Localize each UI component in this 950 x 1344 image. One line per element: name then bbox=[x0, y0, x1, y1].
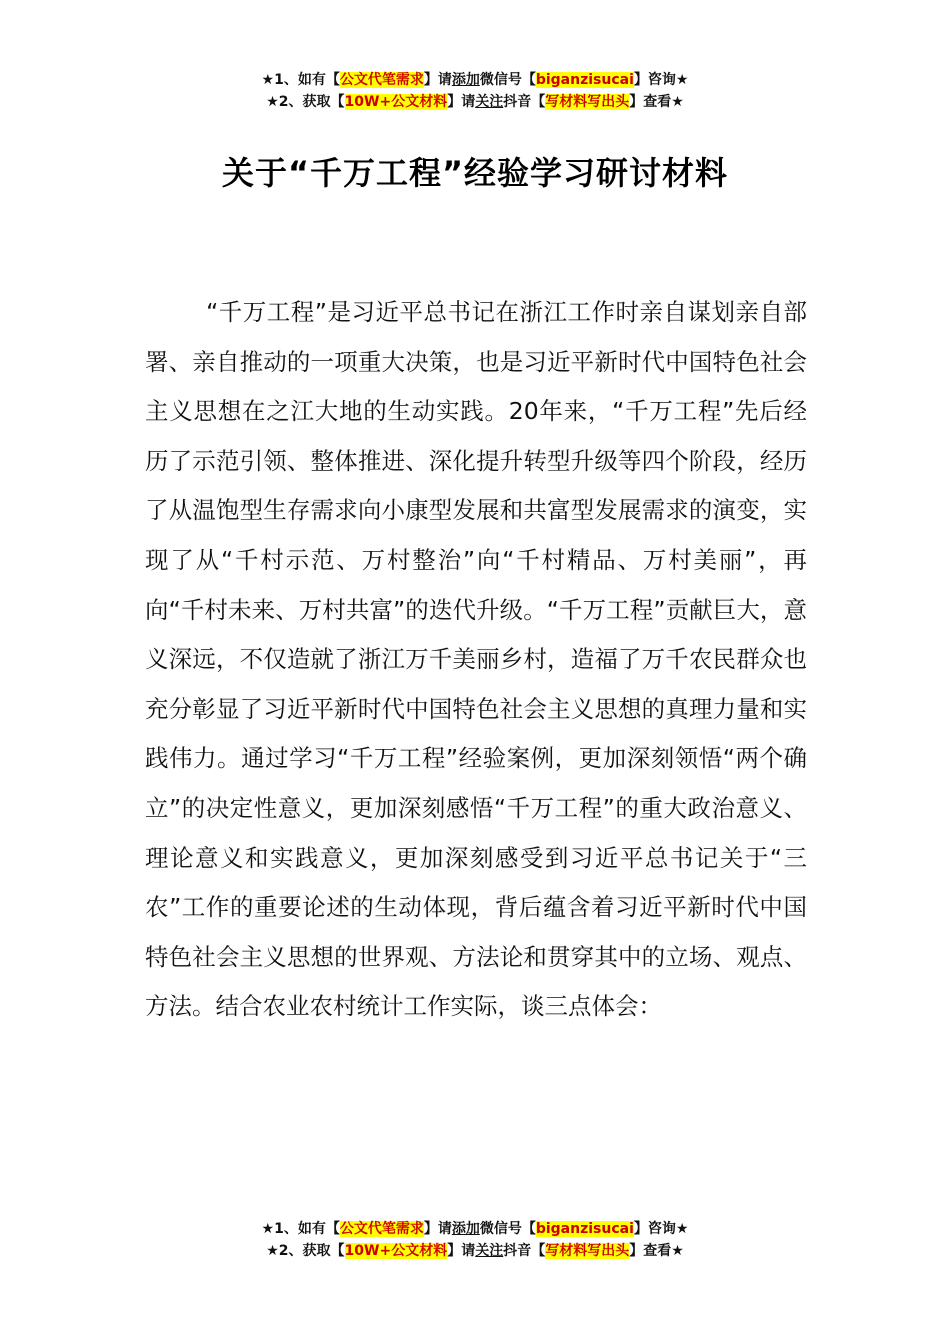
banner-text: 】查看 bbox=[629, 1243, 672, 1259]
banner-text: 微信号【 bbox=[479, 72, 536, 88]
highlight-service: 公文代笔需求 bbox=[339, 72, 424, 88]
banner-text: 】咨询 bbox=[633, 72, 676, 88]
star-icon: ★ bbox=[266, 94, 279, 110]
star-icon: ★ bbox=[671, 1243, 684, 1259]
highlight-service: 公文代笔需求 bbox=[339, 1221, 424, 1237]
banner-text: 1、如有【 bbox=[274, 1221, 340, 1237]
star-icon: ★ bbox=[675, 1221, 689, 1237]
star-icon: ★ bbox=[671, 94, 684, 110]
banner-text: 】请 bbox=[447, 94, 476, 110]
wechat-id: biganzisucai bbox=[535, 1221, 634, 1237]
banner-text: 抖音【 bbox=[503, 94, 546, 110]
douyin-account: 写材料写出头 bbox=[545, 94, 630, 110]
banner-line-douyin bbox=[0, 1240, 950, 1262]
banner-line-wechat bbox=[0, 69, 950, 91]
banner-text: 1、如有【 bbox=[274, 72, 340, 88]
document-title: 关于“千万工程”经验学习研讨材料 bbox=[221, 154, 729, 192]
star-icon: ★ bbox=[266, 1243, 279, 1259]
banner-text: 】请 bbox=[423, 72, 452, 88]
banner-text: 2、获取【 bbox=[278, 94, 345, 110]
banner-text: 】查看 bbox=[629, 94, 672, 110]
highlight-materials: 10W+公文材料 bbox=[344, 94, 448, 110]
banner-emphasis: 关注 bbox=[475, 1243, 504, 1259]
banner-emphasis: 关注 bbox=[475, 94, 504, 110]
star-icon: ★ bbox=[261, 1221, 275, 1237]
highlight-materials: 10W+公文材料 bbox=[344, 1243, 448, 1259]
footer-banner bbox=[0, 1218, 950, 1262]
banner-text: 】请 bbox=[447, 1243, 476, 1259]
banner-line-douyin bbox=[0, 91, 950, 113]
star-icon: ★ bbox=[261, 72, 275, 88]
banner-line-wechat bbox=[0, 1218, 950, 1240]
body-paragraph: “千万工程”是习近平总书记在浙江工作时亲自谋划亲自部署、亲自推动的一项重大决策，也是习近平新时代中国特色社会主义思想在之江大地的生动实践。20年来，“千万工程”先后经历了示范引领、整体推进、深化提升转型升级等四个阶段，经历了从温饱型生存需求向小康型发展和共富型发展需求的演变，实现了从“千村示范、万村整治”向“千村精品、万村美丽”，再向“千村未来、万村共富”的迭代升级。“千万工程”贡献巨大，意义深远，不仅造就了浙江万千美丽乡村，造福了万千农民群众也充分彰显了习近平新时代中国特色社会主义思想的真理力量和实践伟力。通过学习“千万工程”经验案例，更加深刻领悟“两个确立”的决定性意义，更加深刻感悟“千万工程”的重大政治意义、理论意义和实践意义，更加深刻感受到习近平总书记关于“三农”工作的重要论述的生动体现，背后蕴含着习近平新时代中国特色社会主义思想的世界观、方法论和贯穿其中的立场、观点、方法。结合农业农村统计工作实际，谈三点体会： bbox=[145, 298, 807, 1021]
banner-text: 】咨询 bbox=[633, 1221, 676, 1237]
douyin-account: 写材料写出头 bbox=[545, 1243, 630, 1259]
banner-text: 】请 bbox=[423, 1221, 452, 1237]
header-banner bbox=[0, 69, 950, 113]
banner-text: 2、获取【 bbox=[278, 1243, 345, 1259]
banner-emphasis: 添加 bbox=[451, 1221, 480, 1237]
banner-text: 抖音【 bbox=[503, 1243, 546, 1259]
wechat-id: biganzisucai bbox=[535, 72, 634, 88]
banner-emphasis: 添加 bbox=[451, 72, 480, 88]
star-icon: ★ bbox=[675, 72, 689, 88]
banner-text: 微信号【 bbox=[479, 1221, 536, 1237]
